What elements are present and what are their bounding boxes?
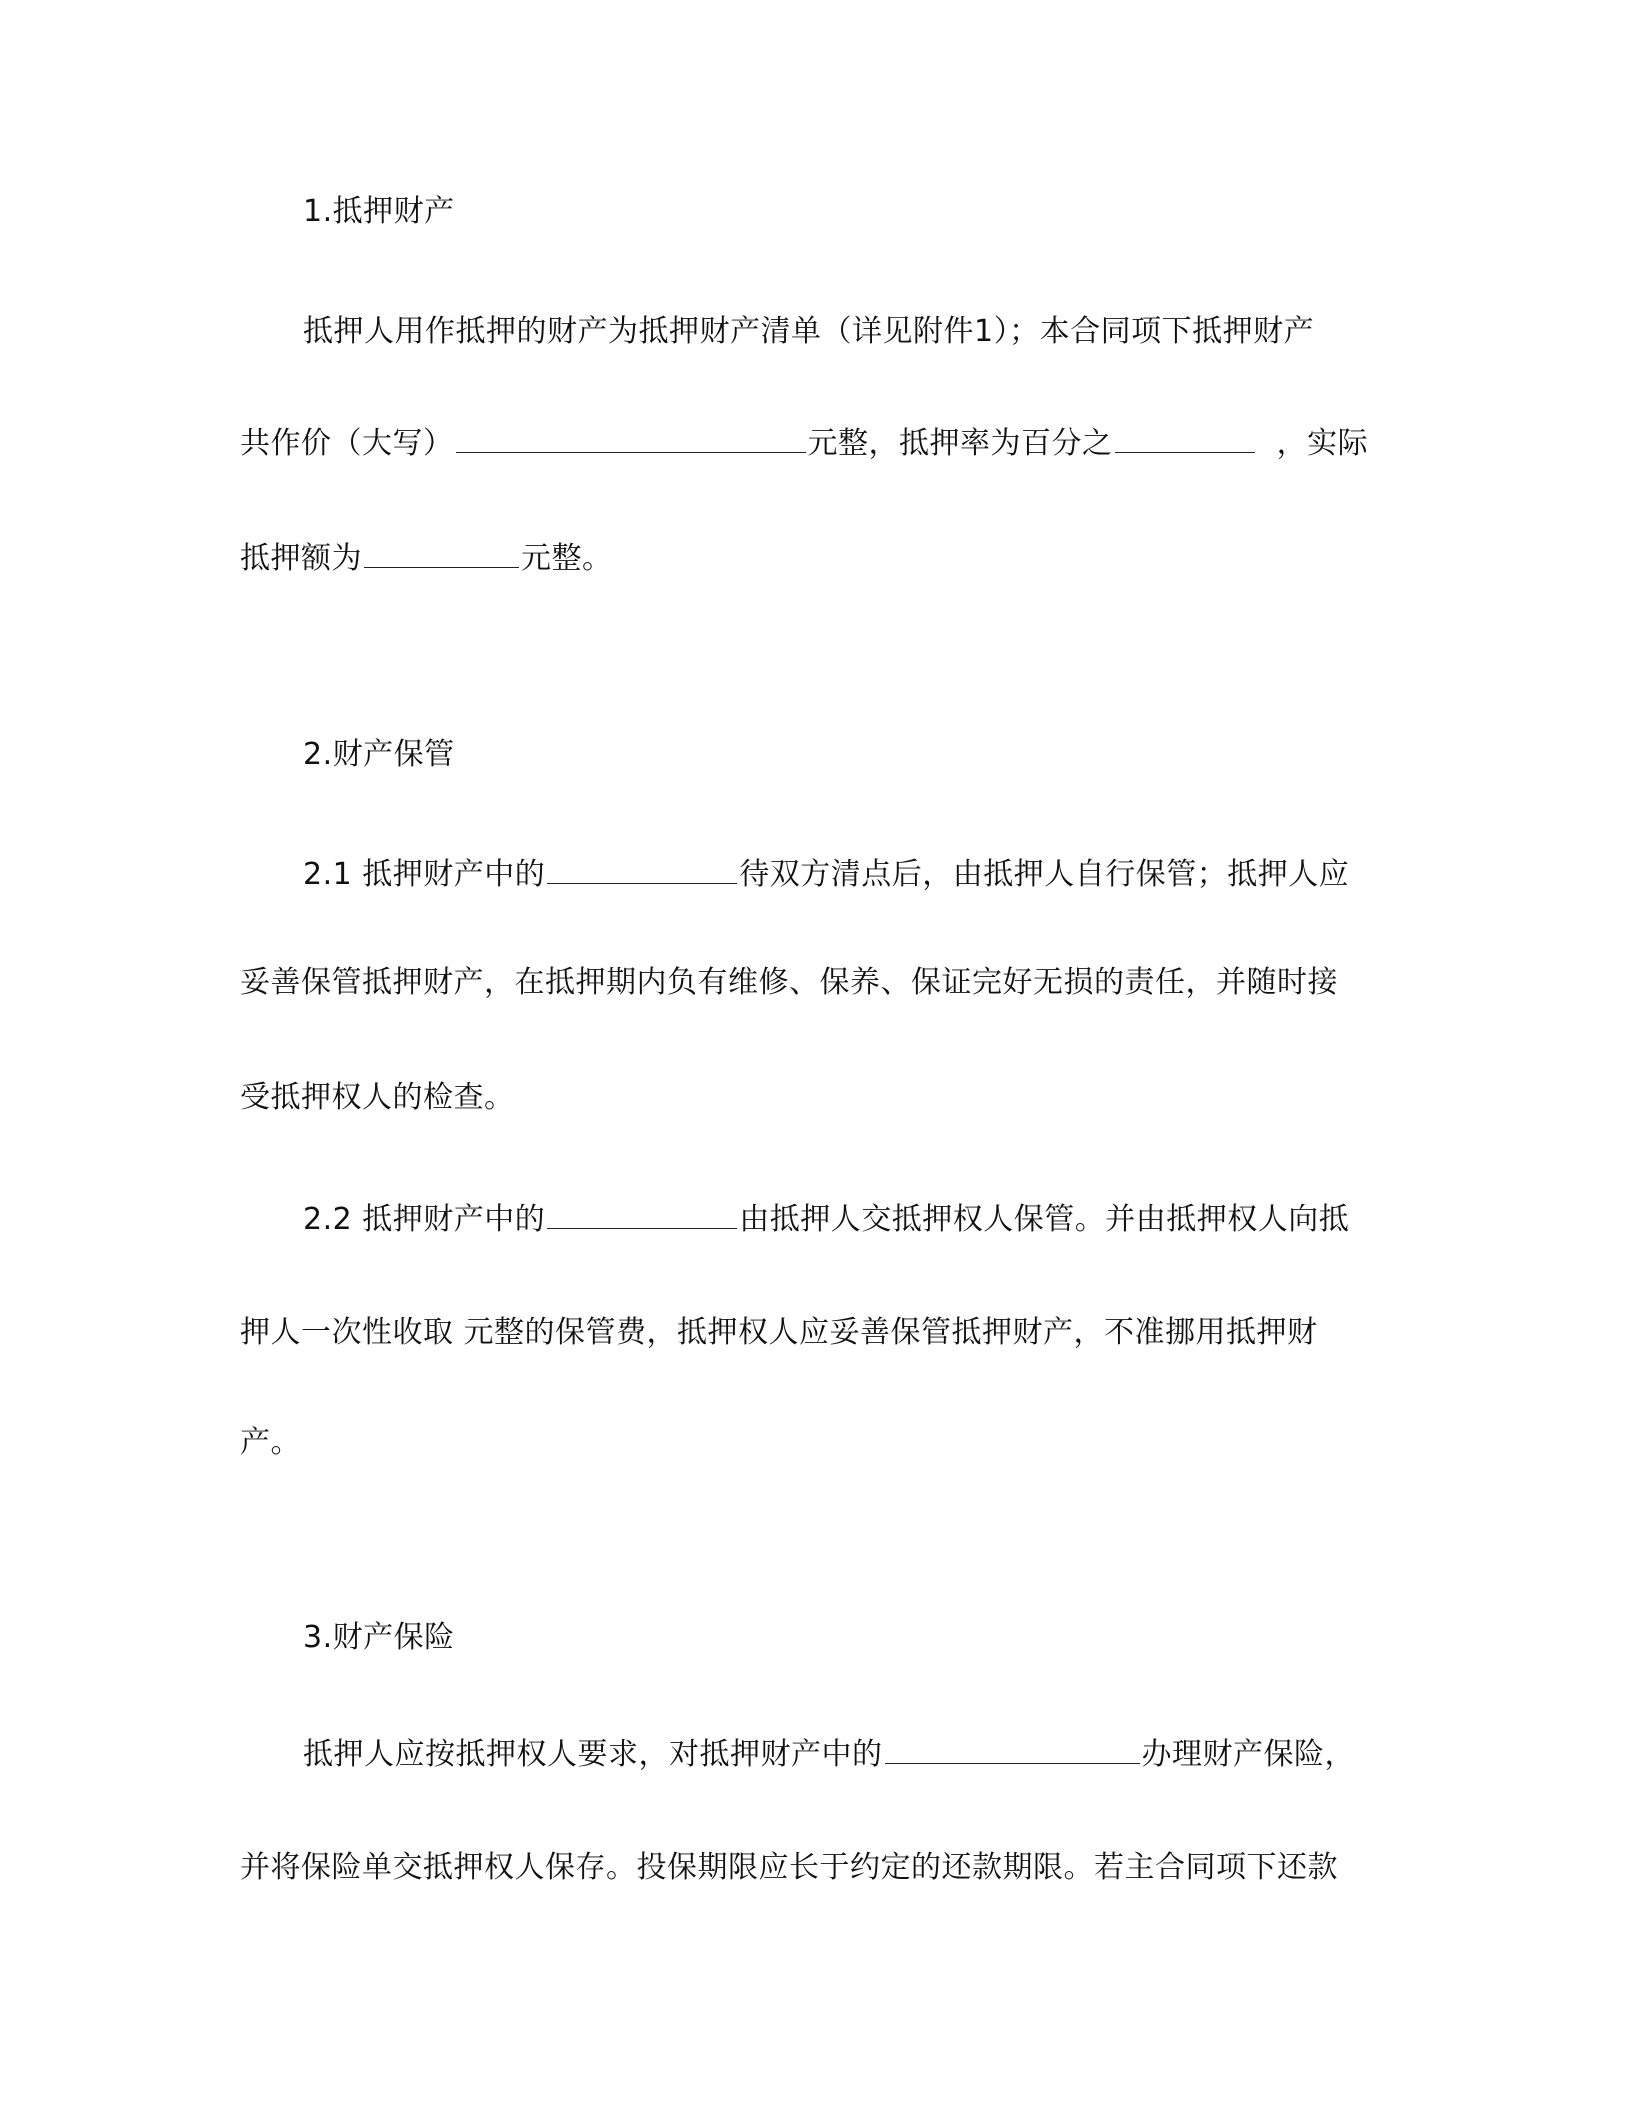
section-1-paragraph-line-3: 抵押额为 元整。: [240, 537, 1390, 579]
section-2-2-line-3: 产。: [240, 1425, 301, 1460]
mortgagee-custody-items-blank[interactable]: [547, 1198, 737, 1229]
mortgage-amount-blank[interactable]: [364, 537, 519, 568]
section-2-heading: 2.财产保管: [303, 737, 455, 772]
section-1-heading: 1.抵押财产: [303, 194, 455, 229]
value-amount-blank[interactable]: [456, 422, 806, 453]
section-3-paragraph-line-2: 并将保险单交抵押权人保存。投保期限应长于约定的还款期限。若主合同项下还款: [240, 1850, 1338, 1885]
self-custody-items-blank[interactable]: [547, 853, 737, 884]
section-3-paragraph-line-1: 抵押人应按抵押权人要求，对抵押财产中的 办理财产保险，: [303, 1733, 1393, 1775]
section-2-2-line-1: 2.2 抵押财产中的 由抵押人交抵押权人保管。并由抵押权人向抵: [303, 1198, 1393, 1240]
section-3-heading: 3.财产保险: [303, 1620, 455, 1655]
section-2-1-line-2: 妥善保管抵押财产，在抵押期内负有维修、保养、保证完好无损的责任，并随时接: [240, 965, 1338, 1000]
section-1-paragraph-line-2: 共作价（大写） 元整，抵押率为百分之 ，实际: [240, 422, 1390, 464]
section-1-paragraph-line-1: 抵押人用作抵押的财产为抵押财产清单（详见附件1）；本合同项下抵押财产: [303, 314, 1315, 349]
section-2-2-line-2: 押人一次性收取 元整的保管费，抵押权人应妥善保管抵押财产，不准挪用抵押财: [240, 1315, 1318, 1350]
section-2-1-line-3: 受抵押权人的检查。: [240, 1080, 515, 1115]
mortgage-rate-blank[interactable]: [1115, 422, 1255, 453]
insured-items-blank[interactable]: [885, 1733, 1140, 1764]
section-2-1-line-1: 2.1 抵押财产中的 待双方清点后，由抵押人自行保管；抵押人应: [303, 853, 1393, 895]
